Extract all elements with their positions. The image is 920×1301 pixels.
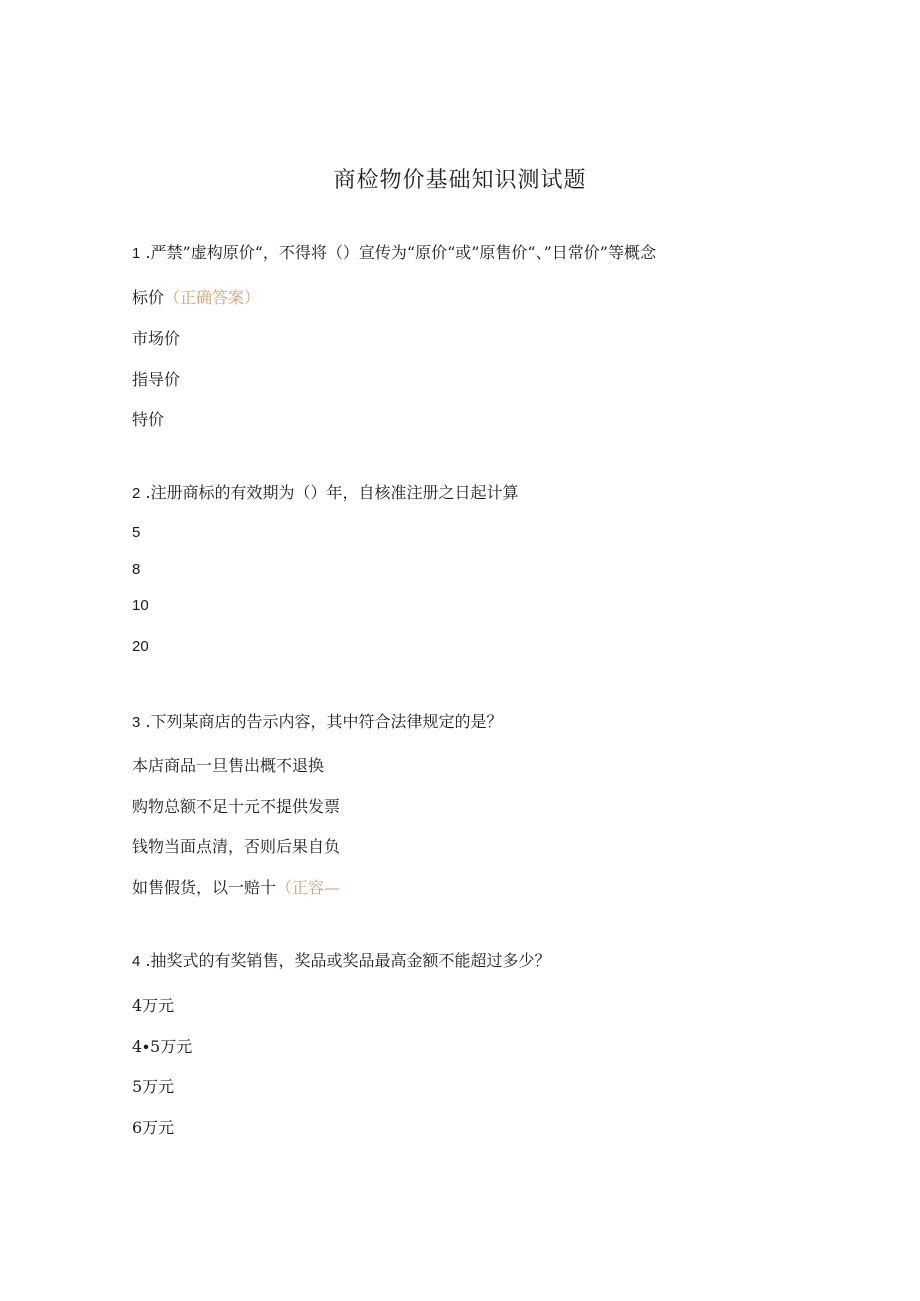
question-text: .抽奖式的有奖销售，奖品或奖品最高金额不能超过多少？ — [145, 951, 551, 970]
option-text: 标价 — [132, 288, 165, 307]
question-text: .注册商标的有效期为（）年，自核准注册之日起计算 — [145, 483, 519, 502]
option-text: 购物总额不足十元不提供发票 — [132, 797, 341, 816]
option-text: 如售假货，以一赔十 — [132, 878, 277, 897]
question-3-option-3 — [132, 834, 340, 857]
question-2 — [132, 480, 519, 503]
question-4-option-3 — [132, 1074, 174, 1097]
option-text: 指导价 — [132, 370, 181, 389]
option-text: 4万元 — [132, 996, 175, 1015]
question-1-option-1 — [132, 285, 260, 308]
option-text: 20 — [132, 638, 149, 655]
option-text: 5万元 — [132, 1077, 175, 1096]
question-3-option-2 — [132, 794, 340, 817]
question-2-option-1 — [132, 524, 140, 541]
option-text: 5 — [132, 524, 141, 541]
question-1-option-2 — [132, 326, 180, 349]
page-title: 商检物价基础知识测试题 — [333, 168, 587, 193]
question-3 — [132, 709, 503, 732]
question-4-option-1 — [132, 993, 174, 1016]
question-3-option-4 — [132, 875, 340, 898]
question-text: .下列某商店的告示内容，其中符合法律规定的是？ — [145, 712, 503, 731]
question-2-option-2 — [132, 561, 140, 578]
question-number: 1 — [132, 245, 141, 262]
question-1-option-3 — [132, 367, 180, 390]
question-2-option-3 — [132, 597, 149, 614]
option-text: 8 — [132, 561, 141, 578]
question-4-option-2 — [132, 1034, 192, 1057]
question-2-option-4 — [132, 638, 149, 655]
question-1-option-4 — [132, 407, 164, 430]
question-text: .严禁”虚构原价“，不得将（）宣传为“原价“或”原售价“、”日常价”等概念 — [145, 243, 656, 262]
question-number: 2 — [132, 485, 141, 502]
option-text: 6万元 — [132, 1118, 175, 1137]
question-3-option-1 — [132, 753, 324, 776]
question-1 — [132, 240, 656, 263]
question-4-option-4 — [132, 1115, 174, 1138]
option-text: 市场价 — [132, 329, 181, 348]
correct-answer-mark: （正确答案） — [164, 288, 261, 307]
question-4 — [132, 948, 551, 971]
option-text: 10 — [132, 597, 149, 614]
correct-answer-mark: （正容— — [276, 878, 341, 897]
option-text: 本店商品一旦售出概不退换 — [132, 756, 325, 775]
question-number: 3 — [132, 714, 141, 731]
option-text: 特价 — [132, 410, 165, 429]
option-text: 4∙5万元 — [132, 1037, 193, 1056]
option-text: 钱物当面点清，否则后果自负 — [132, 837, 341, 856]
question-number: 4 — [132, 953, 141, 970]
